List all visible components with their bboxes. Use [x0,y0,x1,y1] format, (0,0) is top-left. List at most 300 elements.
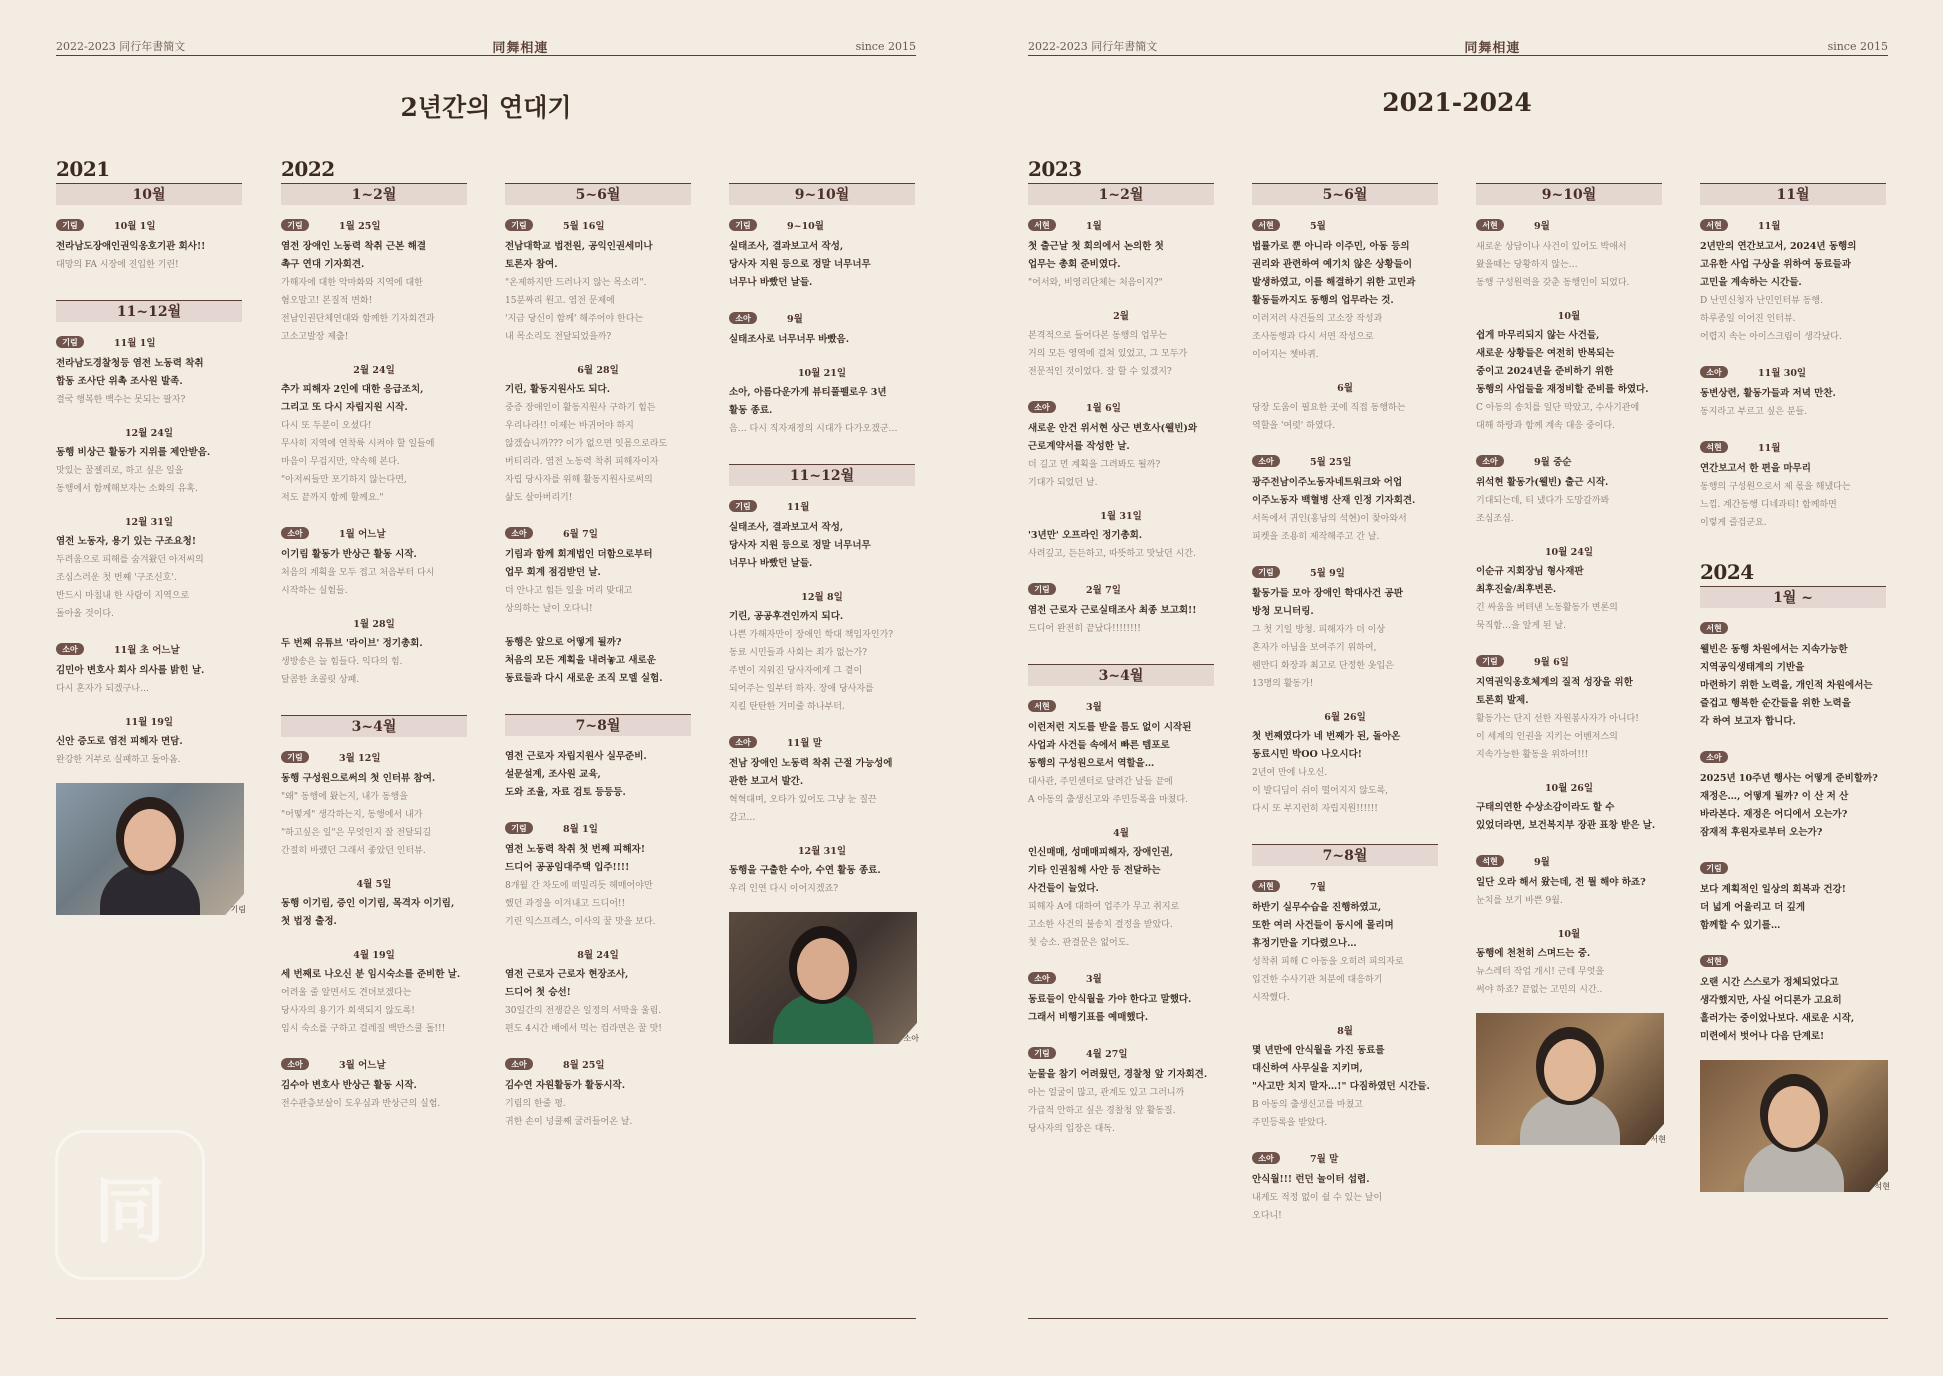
photo-caption: 석현 [1874,1182,1890,1191]
entry-headline: 두 번째 유튜브 '라이브' 정기총회. [281,638,423,649]
entry-note: 어려울 줄 알면서도 견뎌보겠다는 당사자의 용기가 회색되지 않도록! 임시 숙소를 구하고 걸레질 백만스쿨 돌!!! [281,988,446,1034]
entry-meta [1700,217,1886,233]
header-rule [1028,55,1888,56]
timeline-entry [281,1056,467,1113]
timeline-entry [1700,364,1886,421]
entry-note: 새로운 상담이나 사건이 있어도 박애서 왔을때는 당황하지 않는… 동행 구성원력을 갖춘 동행인이 되었다. [1476,242,1630,288]
entry-date: 10월 26일 [1544,783,1594,794]
timeline-entry [281,362,467,507]
entry-date: 8월 [1337,1026,1353,1037]
author-tag: 기림 [1700,862,1728,874]
timeline-entry [505,217,691,346]
entry-note: 동지라고 부르고 싶은 분들. [1700,407,1808,417]
timeline-entry [1700,749,1886,842]
entry-meta [1700,953,1886,969]
entry-meta [1028,970,1214,986]
timeline-entry [56,217,242,274]
entry-date: 9~10월 [787,221,824,232]
timeline-entry [1028,581,1214,638]
entry-note: 우리 인연 다시 이어지겠죠? [729,884,839,894]
author-tag: 소아 [729,736,757,748]
timeline-entry [281,749,467,860]
entry-headline: 실태조사, 결과보고서 작성, 당사자 지원 등으로 정말 너무너무 너무나 바빴던 날들. [729,522,871,569]
entry-headline: 기린, 활동지원사도 되다. [505,384,610,395]
entry-note: 뉴스레터 작업 개시! 근데 무엇을 써야 하죠? 끝없는 고민의 시간.. [1476,967,1605,995]
entry-date: 12월 24일 [124,428,174,439]
entry-date: 6월 28일 [577,365,619,376]
entry-headline: 김수아 변호사 반상근 활동 시작. [281,1080,417,1091]
author-tag: 서현 [1252,219,1280,231]
entry-headline: 이순규 지회장님 형사재판 최후진술/최후변론. [1476,566,1584,595]
timeline-entry [1476,453,1662,528]
entry-date: 11월 말 [787,738,822,749]
entry-headline: 전남대학교 법전원, 공익인권세미나 토론자 참여. [505,241,653,270]
entry-headline: 실태조사, 결과보고서 작성, 당사자 지원 등으로 정말 너무너무 너무나 바빴던 날들. [729,241,871,288]
header-center: 同舞相連 [492,40,549,56]
entry-meta [1252,217,1438,233]
entry-meta [1700,860,1886,876]
author-tag: 소아 [1252,455,1280,467]
timeline-entry [1028,308,1214,381]
entry-date: 1월 25일 [339,221,381,232]
entry-note: 8개월 간 차도에 떠밀리듯 헤매어야만 했던 과정을 이겨내고 드디어!! 기린 익스프레스, 이사의 꿀 맛을 보다. [505,881,656,927]
timeline-entry [281,876,467,931]
entry-headline: 동행은 앞으로 어떻게 될까? 처음의 모든 계획을 내려놓고 새로운 동료들과 다시 새로운 조직 모델 실험. [505,637,663,684]
timeline-entry [1476,853,1662,910]
entry-headline: 김수연 자원활동가 활동시작. [505,1080,626,1091]
entry-headline: 하반기 실무수습을 진행하였고, 또한 여러 사건들이 동시에 몰리며 휴정기만을 기다렸으나… [1252,902,1394,949]
entry-date: 12월 8일 [801,592,843,603]
author-tag: 서현 [1252,880,1280,892]
timeline-entry [505,1056,691,1131]
entry-meta [729,734,915,750]
entry-headline: 첫 번째였다가 네 번째가 된, 돌아온 동료시민 박OO 나오시다! [1252,731,1401,760]
entry-headline: 보다 계획적인 일상의 회복과 건강! 더 넓게 어울리고 더 깊게 함께할 수 있기를… [1700,884,1846,931]
author-tag: 기림 [729,219,757,231]
entry-note: 동행의 구성원으로서 제 몫을 해냈다는 느낌. 계간동행 디네과티! 함께하면 이렇게 즐겁군요. [1700,482,1851,528]
author-tag: 소아 [1476,455,1504,467]
entry-date: 1월 28일 [353,619,395,630]
entry-note: 긴 싸움을 버텨낸 노동활동가 변론의 묵직함…을 알게 된 날. [1476,603,1618,631]
year-heading [1700,155,1886,183]
photo-caption: 소아 [903,1034,919,1043]
period-bar: 1월 ~ [1700,586,1886,608]
entry-note: "어서와, 비영리단체는 처음이지?" [1028,278,1163,288]
entry-note: 활동가는 단지 선한 자원봉사자가 아니다! 이 세계의 인권을 지키는 어벤저스의 지속가능한 활동을 위하여!!! [1476,714,1639,760]
period-bar: 7~8월 [1252,844,1438,866]
entry-date: 1월 31일 [1100,511,1142,522]
timeline-column [281,155,467,1113]
timeline-entry [505,947,691,1038]
entry-date: 7월 말 [1310,1154,1339,1165]
period-bar: 9~10월 [1476,183,1662,205]
year-heading [1252,155,1438,183]
entry-date: 2월 24일 [353,365,395,376]
entry-note: D 난민신청자 난민인터뷰 동행. 하루종일 이어진 인터뷰. 어렵지 속는 아이스크림이 생각났다. [1700,296,1842,342]
author-tag: 소아 [505,1058,533,1070]
author-tag: 기림 [1252,566,1280,578]
timeline-entry [1252,380,1438,435]
entry-note: "왜" 동행에 왔는지, 내가 동행을 "어떻게" 생각하는지, 동행에서 내가 "하고싶은 일"은 무엇인지 잘 전달되길 간절히 바랬던 그래서 좋았던 인터뷰. [281,792,432,856]
author-tag: 석현 [1700,955,1728,967]
entry-meta [281,217,467,233]
entry-note: 처음의 계획을 모두 접고 처음부터 다시 시작하는 실험들. [281,568,435,596]
entry-date: 12월 31일 [124,517,174,528]
entry-meta [505,820,691,836]
timeline-entry [729,310,915,349]
timeline-entry [1028,1045,1214,1138]
entry-date: 9월 중순 [1534,457,1572,468]
author-tag: 소아 [1252,1152,1280,1164]
period-bar: 1~2월 [281,183,467,205]
timeline-entry [1252,1150,1438,1225]
entry-headline: 염전 장애인 노동력 착취 근본 해결 촉구 연대 기자회견. [281,241,427,270]
entry-meta [1476,853,1662,869]
entry-note: 눈치를 보기 바쁜 9월. [1476,896,1563,906]
portrait-photo [729,912,917,1044]
period-bar: 5~6월 [505,183,691,205]
timeline-entry [729,365,915,438]
entry-note: 더 안나고 힘든 일을 머리 맞대고 상의하는 날이 오다니! [505,586,633,614]
entry-meta [1700,620,1886,636]
entry-meta [281,749,467,765]
timeline-entry [1028,508,1214,563]
entry-note: 음… 다시 직자재정의 시대가 다가오겠군… [729,424,898,434]
entry-headline: 기림과 함께 회계법인 더함으로부터 업무 회계 점검받던 날. [505,549,653,578]
timeline-entry [1252,709,1438,818]
year-heading [505,155,691,183]
entry-headline: 세 번째로 나오신 분 임시숙소를 준비한 날. [281,969,461,980]
entry-meta [1028,399,1214,415]
entry-headline: 인신매매, 성매매피해자, 장애인권, 기타 인권침해 사안 등 전달하는 사건들이 늘었다. [1028,847,1174,894]
entry-meta [1700,364,1886,380]
entry-note: 다시 혼자가 되겠구나… [56,684,149,694]
entry-date: 12월 31일 [797,846,847,857]
entry-headline: 광주전남이주노동자네트워크와 어업 이주노동자 백혈병 산재 인정 기자회견. [1252,477,1416,506]
author-tag: 서현 [1700,219,1728,231]
entry-meta [1028,217,1214,233]
author-tag: 소아 [1028,972,1056,984]
entry-meta [281,1056,467,1072]
entry-date: 11월 [1758,443,1781,454]
entry-note: 당장 도움이 필요한 곳에 직접 동행하는 역할을 '여럿' 하였다. [1252,403,1406,431]
timeline-entry [56,641,242,698]
entry-note: 맛있는 꿀젤리로, 하고 싶은 일을 동행에서 함께해보자는 소화의 유혹. [56,466,198,494]
entry-date: 3월 [1086,974,1102,985]
timeline-entry [1476,308,1662,435]
author-tag: 소아 [1700,751,1728,763]
author-tag: 기림 [505,219,533,231]
entry-date: 3월 [1086,702,1102,713]
entry-date: 11월 30일 [1758,368,1807,379]
timeline-entry [505,362,691,507]
entry-headline: 신안 증도로 염전 피해자 면담. [56,736,183,747]
entry-date: 1월 어느날 [339,529,386,540]
timeline-entry [1476,544,1662,635]
entry-note: 그 첫 기일 방청. 피해자가 더 이상 혼자가 아님을 보여주기 위하여, 웬만디 화장과 최고로 단정한 옷입은 13명의 활동가! [1252,625,1394,689]
period-bar: 3~4월 [1028,664,1214,686]
header-rule [56,55,916,56]
entry-headline: 몇 년만에 안식월을 가진 동료를 대신하여 사무실을 지키며, "사고만 치지 말자…!" 다짐하였던 시간들. [1252,1045,1430,1092]
author-tag: 소아 [281,527,309,539]
entry-meta [505,217,691,233]
timeline-entry [1028,970,1214,1027]
entry-headline: 염전 노동자, 용기 있는 구조요청! [56,536,197,547]
period-bar: 3~4월 [281,715,467,737]
entry-note: 내게도 적정 없이 쉴 수 있는 날이 오다니! [1252,1193,1383,1221]
entry-note: 나쁜 가해자만이 장애인 학대 책임자인가? 동료 시민들과 사회는 죄가 없는가? 주변이 지워진 당사자에게 그 곁이 되어주는 일부터 하자. 장애 당사자를 지킬 탄탄한 거미줄 하나부터. [729,630,894,712]
entry-note: 더 길고 먼 계획을 그려봐도 될까? 기대가 되었던 날. [1028,460,1161,488]
timeline-entry [505,634,691,688]
entry-date: 7월 [1310,882,1326,893]
entry-date: 4월 19일 [353,950,395,961]
entry-meta [1252,878,1438,894]
year-heading: 2022 [281,157,335,181]
entry-date: 6월 [1337,383,1353,394]
author-tag: 기림 [1476,655,1504,667]
header-right: since 2015 [855,39,916,53]
year-heading: 2024 [1700,560,1754,584]
timeline-entry [729,843,915,898]
portrait-photo [1476,1013,1664,1145]
timeline-entry [1028,698,1214,809]
entry-date: 3월 어느날 [339,1060,386,1071]
timeline-column [1476,155,1666,1145]
timeline-entry [1700,860,1886,935]
entry-note: 본격적으로 들어다본 동행의 업무는 거의 모든 영역에 걸쳐 있었고, 그 모두가 전문적인 것이었다. 잘 할 수 있겠지? [1028,331,1188,377]
timeline-entry [505,748,691,802]
author-tag: 소아 [56,643,84,655]
page-title: 2021-2024 [1382,88,1532,117]
timeline-entry [505,820,691,931]
entry-date: 5월 16일 [563,221,605,232]
entry-meta [1476,653,1662,669]
author-tag: 기림 [281,219,309,231]
entry-date: 2월 7일 [1086,585,1121,596]
entry-headline: 눈물을 참기 어려웠던, 경찰청 앞 기자회견. [1028,1069,1208,1080]
author-tag: 소아 [505,527,533,539]
entry-date: 8월 24일 [577,950,619,961]
author-tag: 기림 [505,822,533,834]
timeline-entry [1700,439,1886,532]
timeline-entry [1700,217,1886,346]
timeline-column [1700,155,1890,1192]
entry-headline: 활동가들 모아 장애인 학대사건 공판 방청 모니터링. [1252,588,1403,617]
running-head [56,36,916,56]
entry-headline: 일단 오라 해서 왔는데, 전 뭘 해야 하죠? [1476,877,1646,888]
entry-date: 11월 [787,502,810,513]
entry-meta [1700,749,1886,765]
entry-note: 기림의 한줄 평. 귀한 손이 넝쿨째 굴러들어온 날. [505,1099,633,1127]
entry-headline: 웰빈은 동행 차원에서는 지속가능한 지역공익생태계의 기반을 마련하기 위한 노력을, 개인적 차원에서는 즐겁고 행복한 순간들을 위한 노력을 각 하여 보고자 합니다. [1700,644,1873,727]
timeline-entry [56,334,242,409]
entry-meta [505,1056,691,1072]
entry-headline: 동료들이 안식월을 가야 한다고 말했다. 그래서 비행기표를 예매했다. [1028,994,1192,1023]
header-right: since 2015 [1827,39,1888,53]
entry-note: 2년여 만에 나오신. 이 발디딤이 쉬이 떨어지지 않도록, 다시 또 부지런히 자립지원!!!!!! [1252,768,1389,814]
timeline-entry [1700,953,1886,1046]
entry-headline: 지역권익옹호체계의 질적 성장을 위한 토론회 발제. [1476,677,1633,706]
entry-headline: 김민아 변호사 회사 의사를 밝힌 날. [56,665,205,676]
entry-note: 다시 또 두분이 오셨다! 무사히 지역에 연착륙 시켜야 할 일들에 마음이 무겁지만, 약속해 본다. "아저씨들만 포기하지 않는다면, 저도 끝까지 함께 할께요." [281,421,435,503]
entry-headline: 동변상련, 활동가들과 저녁 만찬. [1700,388,1836,399]
entry-note: "온제하지만 드러나지 않는 목소리". 15분짜리 원고. 염전 문제에 '지금 당신이 함께' 해주어야 한다는 내 목소리도 전달되었을까? [505,278,647,342]
photo-caption: 기림 [230,905,246,914]
timeline-entry [1028,399,1214,492]
timeline-entry [56,514,242,623]
timeline-column [1028,155,1214,1138]
footer-rule [56,1318,916,1319]
page-title: 2년간의 연대기 [400,93,572,122]
entry-headline: 동행에 천천히 스며드는 중. [1476,948,1591,959]
entry-headline: 실태조사로 너무너무 바빴음. [729,334,850,345]
period-bar: 10월 [56,183,242,205]
entry-headline: 안식월!!! 런던 놀이터 섭렵. [1252,1174,1370,1185]
author-tag: 기림 [56,336,84,348]
timeline-entry [1476,926,1662,999]
timeline-entry [1028,825,1214,952]
entry-date: 11월 1일 [114,338,156,349]
portrait-photo [1700,1060,1888,1192]
timeline-column [505,155,691,1131]
entry-date: 4월 27일 [1086,1049,1128,1060]
entry-headline: 2025년 10주년 행사는 어떻게 준비할까? 재정은…, 어떻게 될까? 이 산 저 산 바라본다. 재정은 어디에서 오는가? 잠재적 후원자로부터 오는가? [1700,773,1878,838]
entry-note: 중증 장애인이 활동지원사 구하기 힘든 우리나라!! 이제는 바귀어야 하지 않겠습니까??? 이가 없으면 잇몸으로라도 버티리라. 염전 노동력 착취 피해자이자 자립 당사자를 위해 활동지원사로써의 삶도 살아버리기! [505,403,668,503]
right-page [971,0,1943,1376]
entry-headline: 동행을 구출한 수아, 수연 활동 종료. [729,865,881,876]
timeline-entry [1700,620,1886,731]
entry-note: 피해자 A에 대하여 업주가 무고 취지로 고소한 사건의 불송치 결정을 받았다. 첫 승소. 판결문은 없어도. [1028,902,1180,948]
author-tag: 기림 [1028,1047,1056,1059]
entry-date: 9월 [787,314,803,325]
author-tag: 석현 [1700,441,1728,453]
entry-note: 대망의 FA 시장에 진입한 기린! [56,260,179,270]
entry-date: 10월 [1557,311,1581,322]
year-heading: 2021 [56,157,110,181]
entry-date: 5월 [1310,221,1326,232]
entry-date: 10월 [1557,929,1581,940]
author-tag: 서현 [1028,700,1056,712]
header-left: 2022-2023 同行年書簡文 [56,40,186,53]
author-tag: 서현 [1476,219,1504,231]
entry-meta [1476,217,1662,233]
author-tag: 소아 [1700,366,1728,378]
entry-note: 드디어 완전히 끝났다!!!!!!!! [1028,624,1141,634]
entry-date: 5월 9일 [1310,568,1345,579]
running-head [1028,36,1888,56]
entry-date: 9월 [1534,221,1550,232]
entry-headline: 동행 구성원으로써의 첫 인터뷰 참여. [281,773,436,784]
author-tag: 서현 [1700,622,1728,634]
entry-date: 1월 6일 [1086,403,1121,414]
author-tag: 기림 [56,219,84,231]
period-bar: 11~12월 [56,300,242,322]
period-bar: 11~12월 [729,464,915,486]
entry-headline: 쉽게 마무리되지 않는 사건들, 새로운 상황들은 여전히 반복되는 중이고 2024년을 준비하기 위한 동행의 사업들을 재정비할 준비를 하였다. [1476,330,1649,395]
timeline-entry [1252,453,1438,546]
entry-headline: 동행 비상근 활동가 지위를 제안받음. [56,447,211,458]
timeline-column [1252,155,1438,1225]
header-left: 2022-2023 同行年書簡文 [1028,40,1158,53]
entry-headline: 전남 장애인 노동력 착취 근절 가능성에 관한 보고서 발간. [729,758,893,787]
timeline-entry [1252,564,1438,693]
timeline-entry [1028,217,1214,292]
entry-note: 전수관층보살이 도우심과 반상근의 실험. [281,1099,441,1109]
timeline-entry [505,525,691,618]
entry-headline: 동행 이기림, 증인 이기림, 목격자 이기림, 첫 법정 출정. [281,898,455,927]
timeline-entry [1476,780,1662,835]
entry-date: 10월 24일 [1544,547,1594,558]
entry-date: 8월 25일 [563,1060,605,1071]
timeline-entry [281,217,467,346]
entry-date: 6월 7일 [563,529,598,540]
entry-headline: 염전 근로자 자립지원사 실무준비. 설문설계, 조사원 교육, 도와 조율, 자료 검토 등등등. [505,751,647,798]
entry-date: 4월 5일 [356,879,392,890]
header-center: 同舞相連 [1464,40,1521,56]
entry-note: 혁혁대며, 오타가 있어도 그냥 눈 질끈 감고… [729,795,877,823]
entry-meta [1028,698,1214,714]
entry-headline: 이기림 활동가 반상근 활동 시작. [281,549,417,560]
timeline-entry [729,498,915,573]
entry-note: 가해자에 대한 악마화와 지역에 대한 혐오말고! 본질적 변화! 전남인권단체연대와 함께한 기자회견과 고소고발장 제출! [281,278,435,342]
period-bar: 5~6월 [1252,183,1438,205]
entry-note: C 아동의 송치를 일단 막았고, 수사기관에 대해 하랑과 함께 계속 대응 중이다. [1476,403,1640,431]
entry-meta [1252,453,1438,469]
entry-date: 9월 [1534,857,1550,868]
timeline-entry [56,425,242,498]
entry-note: 결국 행복한 백수는 못되는 팔자? [56,395,186,405]
logo-watermark: 同 [55,1130,205,1280]
portrait-photo [56,783,244,915]
footer-rule [1028,1318,1888,1319]
entry-date: 6월 26일 [1324,712,1366,723]
author-tag: 석현 [1476,855,1504,867]
entry-date: 10월 21일 [797,368,847,379]
entry-headline: 소아, 아름다운가게 뷰티풀펠로우 3년 활동 종료. [729,387,887,416]
photo-caption: 서현 [1650,1135,1666,1144]
period-bar: 7~8월 [505,714,691,736]
entry-date: 1월 [1086,221,1102,232]
entry-meta [1252,1150,1438,1166]
author-tag: 소아 [729,312,757,324]
entry-headline: 연간보고서 한 편을 마무리 [1700,463,1811,474]
period-bar: 11월 [1700,183,1886,205]
author-tag: 기림 [281,751,309,763]
timeline-entry [1476,653,1662,764]
timeline-entry [56,714,242,769]
timeline-entry [1476,217,1662,292]
entry-meta [281,525,467,541]
entry-headline: 첫 출근날 첫 회의에서 논의한 첫 업무는 총회 준비였다. [1028,241,1164,270]
timeline-entry [729,734,915,827]
author-tag: 서현 [1028,219,1056,231]
entry-note: 생방송은 늘 힘들다. 익다의 힘. 달콤한 초콜릿 상패. [281,657,403,685]
entry-headline: 이런저런 지도를 받을 틈도 없이 시작된 사업과 사건들 속에서 빠른 템포로 동행의 구성원으로서 역할을… [1028,722,1192,769]
timeline-entry [281,616,467,689]
entry-note: B 아동의 출생신고를 마쳤고 주민등록을 받았다. [1252,1100,1363,1128]
entry-headline: 새로운 안건 위서현 상근 변호사(웰빈)와 근로계약서를 작성한 날. [1028,423,1198,452]
timeline-entry [1252,1023,1438,1132]
entry-note: 30일간의 전쟁같은 일정의 서막을 울림. 편도 4시간 배에서 먹는 컵라면은 꿀 맛! [505,1006,662,1034]
entry-meta [1700,439,1886,455]
entry-meta [56,641,242,657]
entry-date: 11월 [1758,221,1781,232]
timeline-entry [281,947,467,1038]
entry-meta [729,217,915,233]
entry-headline: 염전 노동력 착취 첫 번째 피해자! 드디어 공공임대주택 입주!!!! [505,844,646,873]
entry-meta [729,310,915,326]
entry-note: 기대되는데, 티 냈다가 도망갈까봐 조심조심. [1476,496,1610,524]
